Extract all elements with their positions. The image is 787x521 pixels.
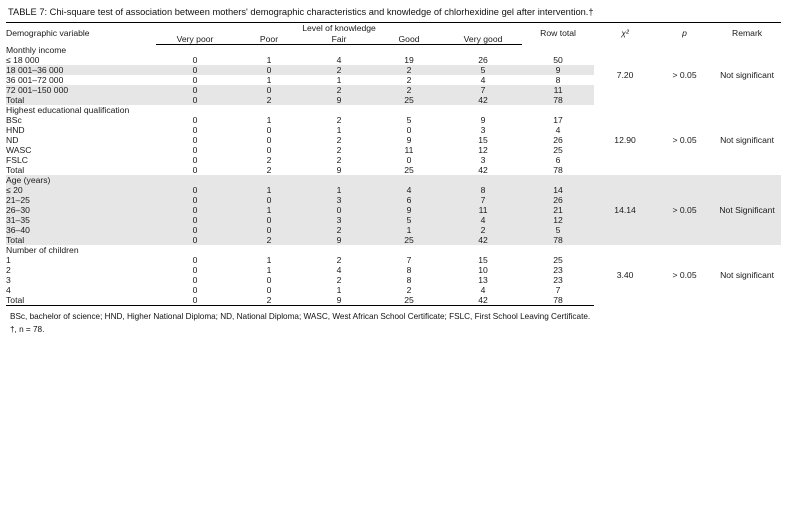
cell-very-good: 4	[480, 285, 486, 295]
row-label: 26–30	[6, 205, 156, 215]
cell-poor: 0	[234, 195, 304, 205]
cell-poor: 1	[266, 255, 272, 265]
row-label: 36–40	[6, 225, 156, 235]
cell-row-total: 25	[553, 255, 563, 265]
cell-poor: 2	[234, 295, 304, 306]
cell-very-poor: 0	[156, 295, 234, 306]
row-label: Total	[6, 165, 25, 175]
group-title-row	[6, 45, 781, 56]
cell-fair: 9	[304, 95, 374, 105]
cell-row-total: 78	[522, 235, 594, 245]
cell-row-total: 6	[555, 155, 561, 165]
cell-row-total: 78	[553, 165, 563, 175]
cell-row-total: 8	[555, 75, 561, 85]
header-row-main	[6, 23, 781, 35]
cell-very-good: 15	[478, 255, 488, 265]
chi-value-age: 14.14	[594, 175, 656, 245]
row-label: 4	[6, 285, 11, 295]
cell-very-good: 2	[444, 225, 522, 235]
cell-very-poor: 0	[192, 265, 198, 275]
cell-very-good: 7	[444, 195, 522, 205]
cell-good: 11	[404, 145, 414, 155]
cell-row-total: 4	[555, 125, 561, 135]
cell-row-total: 78	[522, 95, 594, 105]
remark-age: Not Significant	[713, 175, 781, 245]
cell-row-total: 7	[555, 285, 561, 295]
chi-value-children: 3.40	[616, 270, 634, 281]
cell-very-good: 3	[480, 125, 486, 135]
cell-poor: 0	[266, 135, 272, 145]
group-title-children: Number of children	[6, 245, 79, 255]
row-label: ≤ 18 000	[6, 55, 40, 65]
cell-very-poor: 0	[156, 95, 234, 105]
subheader-very-poor: Very poor	[156, 34, 234, 45]
cell-good: 9	[406, 135, 412, 145]
cell-very-poor: 0	[192, 255, 198, 265]
cell-fair: 2	[336, 115, 342, 125]
row-label: 18 001–36 000	[6, 65, 156, 75]
table-footnotes	[6, 306, 785, 336]
cell-poor: 1	[234, 185, 304, 195]
cell-poor: 2	[266, 165, 272, 175]
cell-very-good: 12	[478, 145, 488, 155]
cell-very-good: 42	[478, 165, 488, 175]
cell-poor: 0	[266, 145, 272, 155]
cell-poor: 2	[234, 95, 304, 105]
cell-very-good: 11	[444, 205, 522, 215]
row-label: WASC	[6, 145, 32, 155]
cell-very-good: 26	[478, 55, 488, 65]
cell-poor: 0	[266, 285, 272, 295]
group-title-monthly-income: Monthly income	[6, 45, 67, 55]
row-label: 72 001–150 000	[6, 85, 156, 95]
cell-good: 6	[374, 195, 444, 205]
cell-very-good: 5	[444, 65, 522, 75]
p-value-education: > 0.05	[672, 135, 697, 145]
row-label: ND	[6, 135, 19, 145]
cell-poor: 1	[266, 55, 272, 65]
header-demographic: Demographic variable	[6, 23, 156, 45]
header-p-value: p	[656, 23, 713, 45]
cell-fair: 2	[304, 85, 374, 95]
cell-row-total: 26	[522, 195, 594, 205]
table-body	[6, 45, 781, 306]
cell-row-total: 9	[522, 65, 594, 75]
cell-fair: 4	[336, 265, 342, 275]
cell-good: 5	[406, 115, 412, 125]
cell-very-good: 4	[480, 75, 486, 85]
cell-fair: 3	[304, 215, 374, 225]
cell-good: 5	[374, 215, 444, 225]
cell-good: 8	[406, 265, 412, 275]
cell-good: 25	[404, 165, 414, 175]
cell-good: 9	[374, 205, 444, 215]
table-caption: TABLE 7: Chi-square test of association between mothers' demographic characteristics and knowledge of chlorhexidine gel after intervention.†	[8, 7, 594, 17]
row-label: 36 001–72 000	[6, 75, 64, 85]
cell-very-good: 10	[478, 265, 488, 275]
cell-row-total: 12	[522, 215, 594, 225]
cell-fair: 4	[336, 55, 342, 65]
cell-row-total: 5	[522, 225, 594, 235]
cell-very-poor: 0	[156, 235, 234, 245]
cell-poor: 0	[234, 85, 304, 95]
cell-very-good: 42	[444, 95, 522, 105]
row-label: Total	[6, 95, 156, 105]
cell-poor: 0	[234, 65, 304, 75]
cell-row-total: 23	[553, 265, 563, 275]
row-label: HND	[6, 125, 25, 135]
cell-good: 2	[406, 75, 412, 85]
group-title-row	[6, 105, 781, 115]
cell-poor: 0	[234, 215, 304, 225]
row-label: FSLC	[6, 155, 28, 165]
cell-fair: 2	[336, 255, 342, 265]
cell-fair: 1	[304, 185, 374, 195]
group-title-education: Highest educational qualification	[6, 105, 130, 115]
table-header	[6, 23, 781, 45]
header-level-of-knowledge: Level of knowledge	[156, 23, 522, 35]
cell-very-good: 4	[444, 215, 522, 225]
cell-very-good: 15	[478, 135, 488, 145]
cell-poor: 1	[266, 75, 272, 85]
cell-very-good: 42	[444, 295, 522, 306]
cell-very-poor: 0	[192, 285, 198, 295]
header-row-total: Row total	[522, 23, 594, 45]
cell-poor: 1	[234, 205, 304, 215]
cell-row-total: 14	[522, 185, 594, 195]
row-label: BSc	[6, 115, 22, 125]
cell-fair: 2	[304, 225, 374, 235]
group-title-age: Age (years)	[6, 175, 594, 185]
cell-fair: 2	[336, 145, 342, 155]
header-remark: Remark	[713, 23, 781, 45]
cell-very-poor: 0	[156, 85, 234, 95]
cell-good: 25	[374, 235, 444, 245]
cell-poor: 1	[266, 265, 272, 275]
row-label: Total	[6, 295, 156, 306]
p-value-children: > 0.05	[672, 270, 697, 281]
cell-very-poor: 0	[192, 165, 198, 175]
cell-row-total: 26	[553, 135, 563, 145]
cell-very-poor: 0	[156, 185, 234, 195]
cell-row-total: 23	[553, 275, 563, 285]
cell-poor: 2	[266, 155, 272, 165]
row-label: 2	[6, 265, 11, 275]
cell-good: 2	[406, 285, 412, 295]
cell-row-total: 25	[553, 145, 563, 155]
subheader-poor: Poor	[234, 34, 304, 45]
cell-poor: 0	[266, 275, 272, 285]
cell-very-poor: 0	[156, 215, 234, 225]
p-value-monthly-income: > 0.05	[672, 69, 697, 80]
cell-row-total: 17	[553, 115, 563, 125]
cell-very-good: 42	[444, 235, 522, 245]
cell-very-good: 9	[480, 115, 486, 125]
cell-very-good: 7	[444, 85, 522, 95]
cell-fair: 9	[304, 295, 374, 306]
chi-value-education: 12.90	[614, 135, 636, 145]
footnote-abbreviations: BSc, bachelor of science; HND, Higher National Diploma; ND, National Diploma; WASC, West African School Certificate; FSLC, First School Leaving Certificate.	[10, 312, 591, 321]
cell-fair: 1	[336, 75, 342, 85]
cell-very-poor: 0	[192, 275, 198, 285]
cell-very-poor: 0	[156, 205, 234, 215]
cell-very-good: 13	[478, 275, 488, 285]
row-label: Total	[6, 235, 156, 245]
cell-fair: 0	[304, 205, 374, 215]
cell-fair: 2	[336, 275, 342, 285]
cell-fair: 2	[304, 65, 374, 75]
cell-good: 0	[406, 125, 412, 135]
cell-very-good: 8	[444, 185, 522, 195]
row-label: ≤ 20	[6, 185, 156, 195]
remark-children: Not significant	[720, 270, 775, 281]
cell-row-total: 11	[522, 85, 594, 95]
cell-very-poor: 0	[192, 145, 198, 155]
cell-very-poor: 0	[156, 65, 234, 75]
header-chi-square: χ²	[594, 23, 656, 45]
cell-good: 8	[406, 275, 412, 285]
cell-fair: 1	[336, 125, 342, 135]
cell-good: 7	[406, 255, 412, 265]
subheader-good: Good	[374, 34, 444, 45]
cell-very-poor: 0	[192, 55, 198, 65]
row-label: 21–25	[6, 195, 156, 205]
footnote-sample-size: †, n = 78.	[10, 325, 45, 334]
cell-good: 25	[374, 95, 444, 105]
cell-row-total: 50	[553, 55, 563, 65]
p-value-age: > 0.05	[656, 175, 713, 245]
cell-poor: 1	[266, 115, 272, 125]
cell-poor: 2	[234, 235, 304, 245]
cell-fair: 3	[304, 195, 374, 205]
cell-good: 1	[374, 225, 444, 235]
cell-good: 2	[374, 65, 444, 75]
cell-fair: 2	[336, 135, 342, 145]
cell-very-poor: 0	[192, 125, 198, 135]
chi-square-table	[6, 22, 781, 306]
cell-fair: 2	[336, 155, 342, 165]
row-label: 3	[6, 275, 11, 285]
remark-education: Not significant	[720, 135, 775, 145]
cell-row-total: 21	[522, 205, 594, 215]
cell-very-good: 3	[480, 155, 486, 165]
cell-very-poor: 0	[192, 115, 198, 125]
cell-poor: 0	[234, 225, 304, 235]
group-title-row	[6, 245, 781, 255]
row-label: 1	[6, 255, 11, 265]
cell-very-poor: 0	[156, 195, 234, 205]
subheader-very-good: Very good	[444, 34, 522, 45]
cell-poor: 0	[266, 125, 272, 135]
cell-good: 19	[404, 55, 414, 65]
cell-fair: 9	[304, 235, 374, 245]
chi-value-monthly-income: 7.20	[616, 69, 634, 80]
remark-monthly-income: Not significant	[720, 69, 775, 80]
cell-very-poor: 0	[192, 75, 198, 85]
cell-good: 4	[374, 185, 444, 195]
cell-very-poor: 0	[156, 225, 234, 235]
cell-good: 0	[406, 155, 412, 165]
cell-fair: 9	[336, 165, 342, 175]
cell-very-poor: 0	[192, 155, 198, 165]
subheader-fair: Fair	[304, 34, 374, 45]
row-label: 31–35	[6, 215, 156, 225]
group-title-row	[6, 175, 781, 185]
cell-good: 2	[374, 85, 444, 95]
cell-row-total: 78	[522, 295, 594, 306]
cell-good: 25	[374, 295, 444, 306]
cell-fair: 1	[336, 285, 342, 295]
cell-very-poor: 0	[192, 135, 198, 145]
